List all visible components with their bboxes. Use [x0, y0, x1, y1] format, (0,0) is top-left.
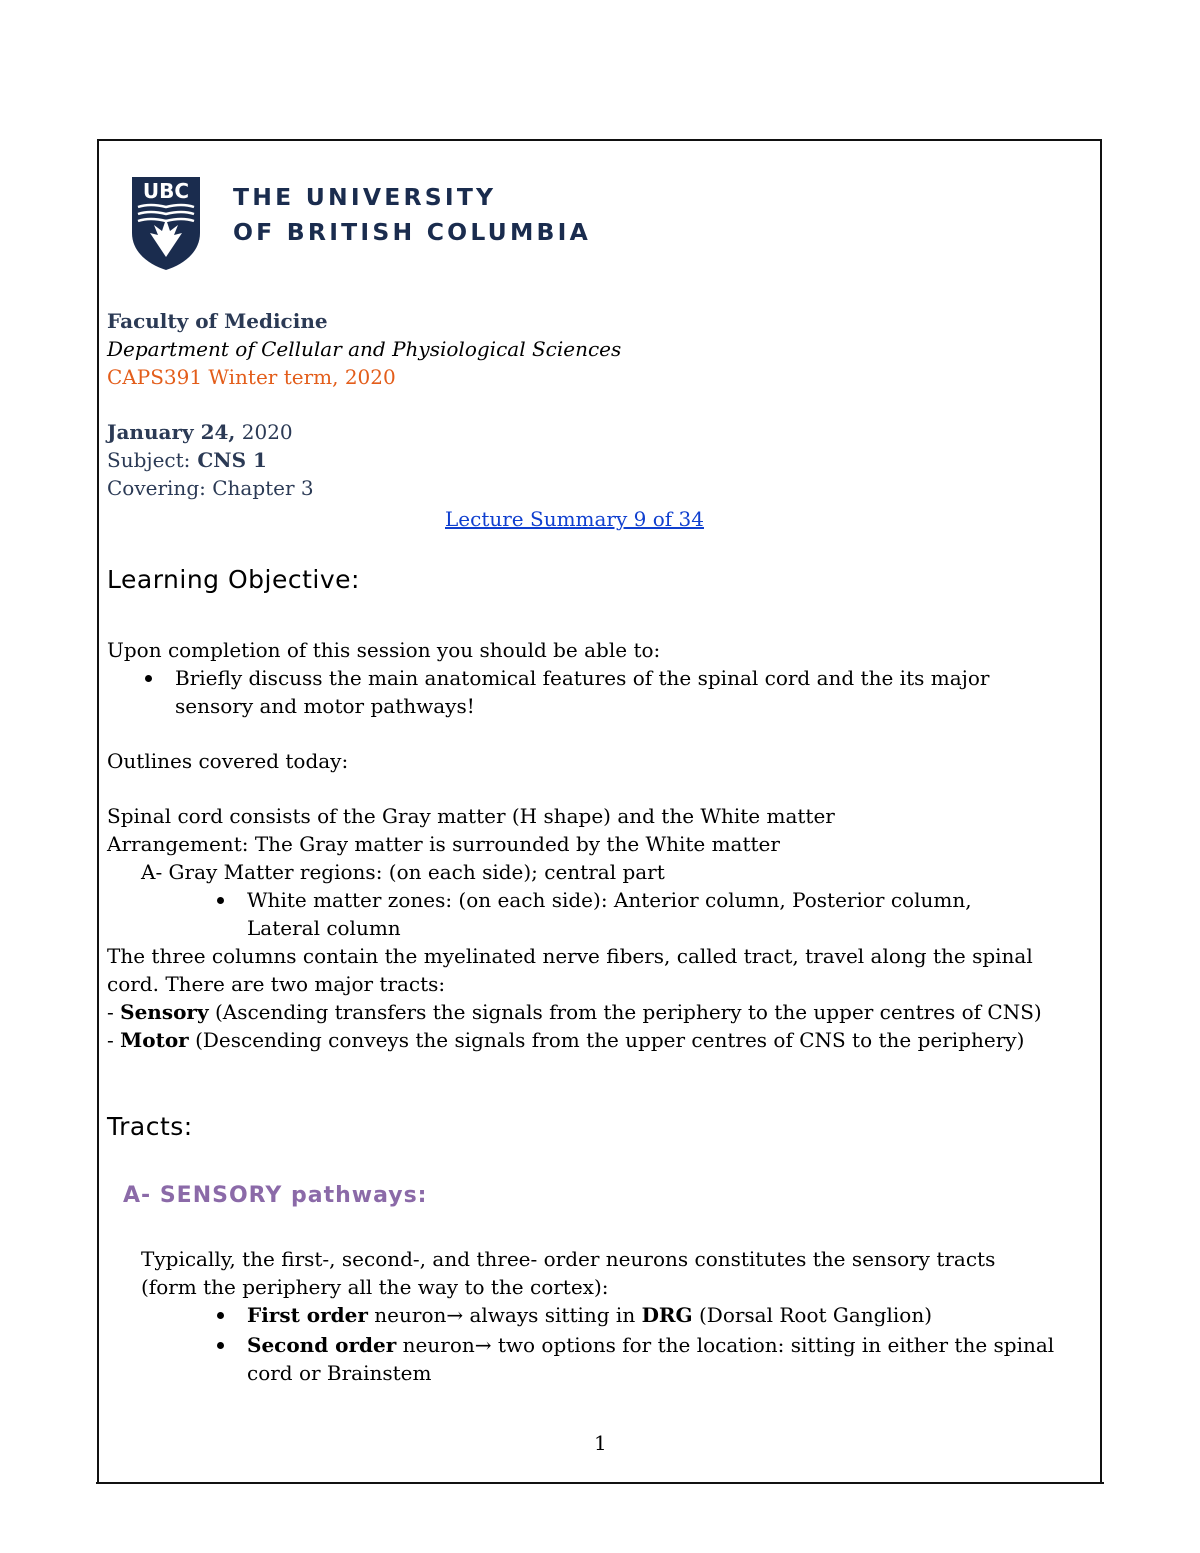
lecture-summary-link[interactable]: Lecture Summary 9 of 34: [445, 507, 704, 531]
sensory-pathways-heading: A- SENSORY pathways:: [123, 1183, 428, 1208]
date-month: January 24,: [107, 420, 236, 444]
paragraph-columns-1: The three columns contain the myelinated nerve fibers, called tract, travel along the spinal: [107, 944, 1033, 968]
covering-value: Chapter 3: [205, 476, 314, 500]
motor-prefix: -: [107, 1028, 121, 1052]
page-number: 1: [594, 1431, 607, 1455]
motor-text: (Descending conveys the signals from the upper centres of CNS to the periphery): [188, 1028, 1025, 1052]
sensory-text: (Ascending transfers the signals from the periphery to the upper centres of CNS): [208, 1000, 1042, 1024]
first-order-label: First order: [247, 1303, 368, 1327]
department-name: Department of Cellular and Physiological Sciences: [107, 337, 622, 361]
motor-tract-line: [107, 1028, 1024, 1052]
wordmark-line-1: THE UNIVERSITY: [233, 183, 497, 211]
second-order-label: Second order: [247, 1333, 397, 1357]
paragraph-columns-2: cord. There are two major tracts:: [107, 972, 446, 996]
white-matter-line-1: White matter zones: (on each side): Anterior column, Posterior column,: [247, 888, 972, 912]
first-order-bullet: [247, 1303, 932, 1327]
sensory-label: Sensory: [120, 1000, 209, 1024]
ubc-crest-logo: [130, 175, 202, 271]
second-order-line-2: cord or Brainstem: [247, 1361, 432, 1385]
paragraph-arrangement: Arrangement: The Gray matter is surrounded by the White matter: [107, 832, 780, 856]
wordmark-line-2: OF BRITISH COLUMBIA: [233, 218, 591, 246]
university-wordmark: [233, 180, 591, 250]
subject-line: [107, 448, 267, 472]
sensory-intro-line-1: Typically, the first-, second-, and three- order neurons constitutes the sensory tracts: [141, 1247, 996, 1271]
first-order-tail: (Dorsal Root Ganglion): [692, 1303, 932, 1327]
learning-objective-heading: Learning Objective:: [107, 565, 360, 594]
first-order-text: neuron→ always sitting in: [367, 1303, 642, 1327]
sensory-tract-line: [107, 1000, 1042, 1024]
covering-label: Covering:: [107, 476, 206, 500]
subject-label: Subject:: [107, 448, 191, 472]
footer-rule: [96, 1482, 1104, 1484]
gray-matter-item: A- Gray Matter regions: (on each side); central part: [141, 860, 665, 884]
motor-label: Motor: [120, 1028, 189, 1052]
objective-bullet-line-1: Briefly discuss the main anatomical features of the spinal cord and the its major: [175, 666, 990, 690]
white-matter-bullet: [247, 888, 972, 940]
lecture-date: [107, 420, 293, 444]
second-order-text: neuron→ two options for the location: sitting in either the spinal: [396, 1333, 1055, 1357]
sensory-intro-line-2: (form the periphery all the way to the cortex):: [141, 1275, 609, 1299]
objective-bullet: [175, 666, 989, 718]
faculty-name: Faculty of Medicine: [107, 309, 328, 333]
intro-text: Upon completion of this session you should be able to:: [107, 638, 661, 662]
course-term: CAPS391 Winter term, 2020: [107, 365, 396, 389]
drg-label: DRG: [641, 1303, 693, 1327]
tracts-heading: Tracts:: [107, 1112, 193, 1141]
objective-bullet-line-2: sensory and motor pathways!: [175, 694, 475, 718]
svg-text:UBC: UBC: [142, 179, 190, 203]
covering-line: [107, 476, 314, 500]
sensory-prefix: -: [107, 1000, 121, 1024]
paragraph-spinal-cord: Spinal cord consists of the Gray matter (H shape) and the White matter: [107, 804, 835, 828]
second-order-bullet: [247, 1333, 1054, 1385]
white-matter-line-2: Lateral column: [247, 916, 401, 940]
outlines-heading: Outlines covered today:: [107, 749, 349, 773]
date-year: 2020: [235, 420, 293, 444]
subject-value: CNS 1: [190, 448, 267, 472]
